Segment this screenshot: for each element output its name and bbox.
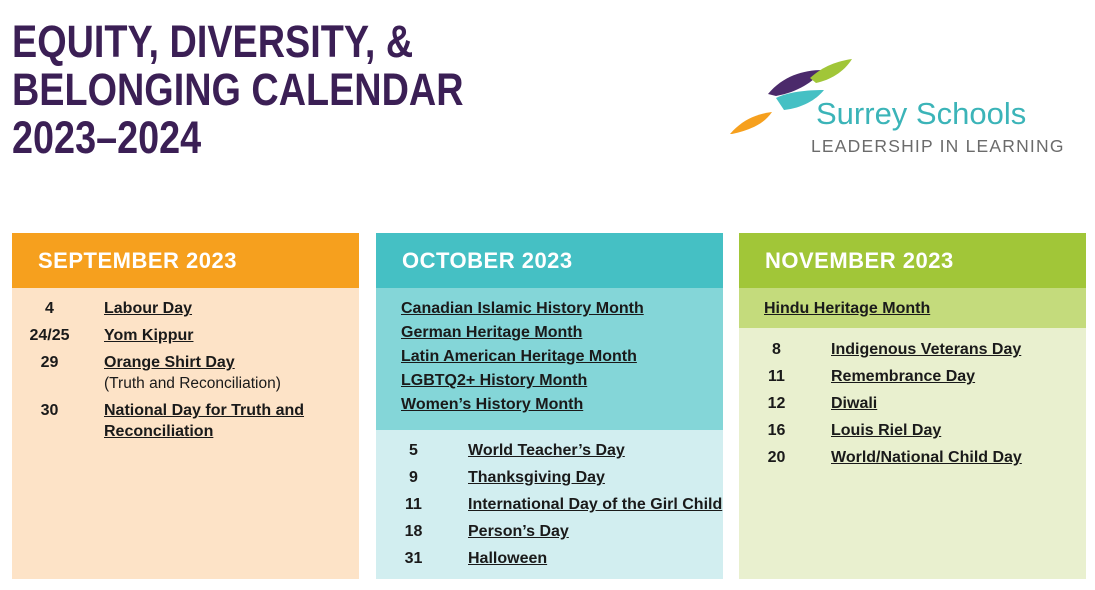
event-link[interactable]: Orange Shirt Day — [104, 354, 235, 371]
event-row — [739, 366, 1086, 387]
event-day: 20 — [767, 449, 786, 466]
event-link[interactable]: World/National Child Day — [831, 449, 1022, 466]
october-events — [376, 430, 723, 569]
event-note: (Truth and Reconciliation) — [104, 375, 281, 392]
event-row — [376, 494, 723, 515]
page-title — [12, 18, 464, 162]
event-row — [739, 339, 1086, 360]
event-day: 29 — [40, 354, 59, 371]
september-header: SEPTEMBER 2023 — [12, 233, 359, 288]
october-heritage-months — [376, 288, 723, 430]
event-day: 8 — [772, 341, 781, 358]
event-day: 12 — [767, 395, 786, 412]
event-row — [739, 393, 1086, 414]
logo-name: Surrey Schools — [816, 96, 1027, 131]
september-column — [12, 233, 359, 579]
title-line-3: 2023–2024 — [12, 112, 202, 163]
event-link[interactable]: National Day for Truth and — [104, 402, 305, 419]
event-day: 11 — [768, 368, 785, 385]
event-row — [12, 298, 359, 319]
title-line-2: BELONGING CALENDAR — [12, 64, 464, 115]
event-day: 4 — [45, 300, 54, 317]
event-row — [739, 447, 1086, 468]
event-link[interactable]: Remembrance Day — [831, 368, 976, 385]
event-link[interactable]: Thanksgiving Day — [468, 469, 605, 486]
event-row — [376, 467, 723, 488]
event-day: 5 — [409, 442, 418, 459]
event-row — [376, 521, 723, 542]
event-link[interactable]: Indigenous Veterans Day — [831, 341, 1022, 358]
event-link[interactable]: Diwali — [831, 395, 878, 412]
event-row — [739, 420, 1086, 441]
heritage-month-link[interactable]: Latin American Heritage Month — [401, 348, 637, 365]
november-column — [739, 233, 1086, 579]
event-day: 30 — [40, 402, 59, 419]
event-day: 31 — [404, 550, 423, 567]
heritage-month-link[interactable]: Women’s History Month — [401, 396, 584, 413]
event-link[interactable]: World Teacher’s Day — [468, 442, 625, 459]
event-day: 11 — [405, 496, 422, 513]
event-day: 24/25 — [29, 327, 70, 344]
november-header: NOVEMBER 2023 — [739, 233, 1086, 288]
event-link-continued[interactable]: Reconciliation — [104, 423, 214, 440]
october-column — [376, 233, 723, 579]
november-events — [739, 328, 1086, 468]
event-day: 16 — [767, 422, 786, 439]
event-day: 18 — [404, 523, 423, 540]
event-row — [12, 325, 359, 346]
event-link[interactable]: Yom Kippur — [104, 327, 194, 344]
september-events — [12, 288, 359, 442]
event-row — [376, 440, 723, 461]
october-header: OCTOBER 2023 — [376, 233, 723, 288]
heritage-month-link[interactable]: Hindu Heritage Month — [764, 300, 931, 317]
surrey-schools-logo — [728, 56, 1088, 156]
title-line-1: EQUITY, DIVERSITY, & — [12, 16, 414, 67]
event-link[interactable]: Halloween — [468, 550, 548, 567]
logo-tagline: LEADERSHIP IN LEARNING — [811, 136, 1065, 156]
event-row — [12, 352, 359, 394]
heritage-month-link[interactable]: German Heritage Month — [401, 324, 583, 341]
heritage-month-link[interactable]: LGBTQ2+ History Month — [401, 372, 588, 389]
event-row — [12, 400, 359, 442]
event-row — [376, 548, 723, 569]
november-heritage-months — [739, 288, 1086, 328]
event-link[interactable]: Louis Riel Day — [831, 422, 942, 439]
event-day: 9 — [409, 469, 418, 486]
heritage-month-link[interactable]: Canadian Islamic History Month — [401, 300, 644, 317]
event-link[interactable]: Person’s Day — [468, 523, 569, 540]
event-link[interactable]: International Day of the Girl Child — [468, 496, 723, 513]
event-link[interactable]: Labour Day — [104, 300, 193, 317]
